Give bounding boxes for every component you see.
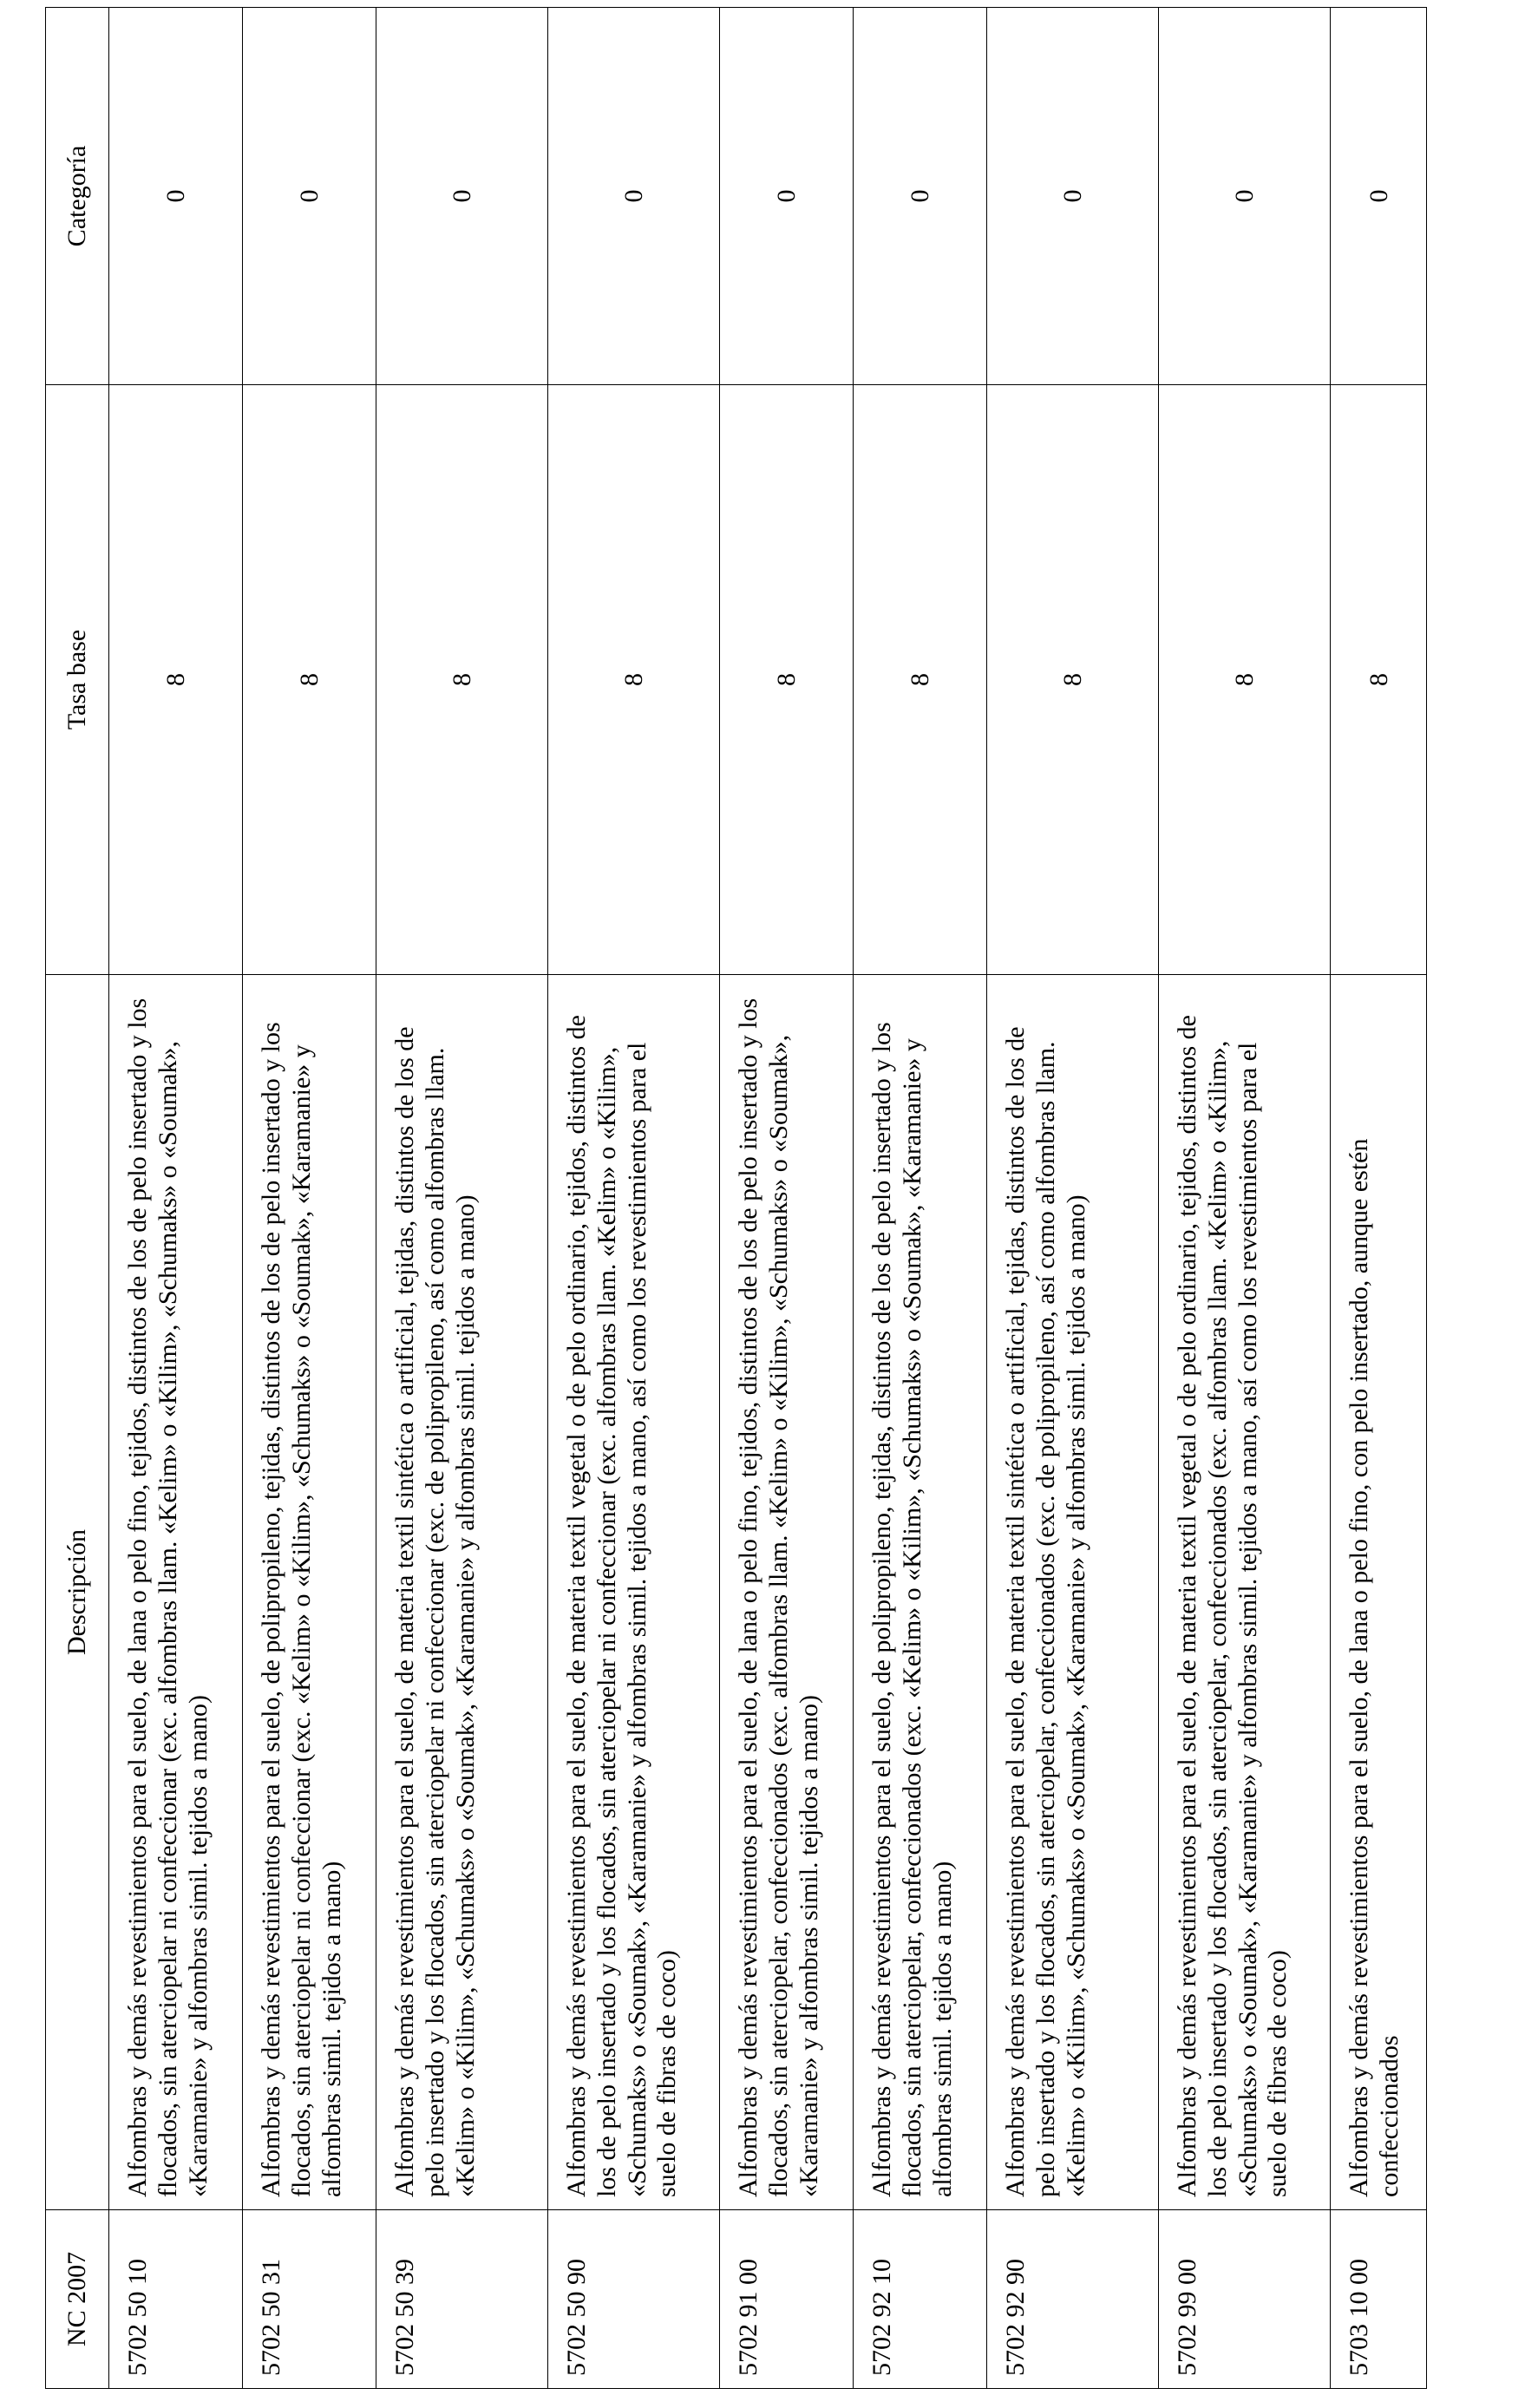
cell-description: Alfombras y demás revestimientos para el suelo, de polipropileno, tejidas, distintos de los de pelo insertado y los flocados, sin aterciopelar, confeccionados (exc. «Kelim» o «Kilim», «Schumaks» o «Soumak», «Karamanie» y alfombras simil. tejidos a mano) xyxy=(854,975,987,2210)
cell-code: 5702 92 10 xyxy=(854,2210,987,2389)
cell-description: Alfombras y demás revestimientos para el suelo, de lana o pelo fino, tejidos, distintos de los de pelo insertado y los flocados, sin aterciopelar ni confeccionar (exc. alfombras llam. «Kelim» o «Kilim», «Schumaks» o «Soumak», «Karamanie» y alfombras simil. tejidos a mano) xyxy=(109,975,243,2210)
cell-code: 5702 91 00 xyxy=(720,2210,854,2389)
table-row xyxy=(109,8,243,2389)
cell-code: 5702 50 39 xyxy=(376,2210,548,2389)
table-header xyxy=(46,8,109,2389)
cell-category: 0 xyxy=(854,8,987,385)
cell-base-rate: 8 xyxy=(987,385,1159,975)
cell-code: 5702 92 90 xyxy=(987,2210,1159,2389)
table-row xyxy=(720,8,854,2389)
header-category: Categoría xyxy=(46,8,109,385)
cell-base-rate: 8 xyxy=(854,385,987,975)
cell-base-rate: 8 xyxy=(1331,385,1427,975)
cell-description: Alfombras y demás revestimientos para el suelo, de polipropileno, tejidas, distintos de los de pelo insertado y los flocados, sin aterciopelar ni confeccionar (exc. «Kelim» o «Kilim», «Schumaks» o «Soumak», «Karamanie» y alfombras simil. tejidos a mano) xyxy=(243,975,376,2210)
table-row xyxy=(987,8,1159,2389)
table-body xyxy=(109,8,1427,2389)
table-row xyxy=(854,8,987,2389)
cell-base-rate: 8 xyxy=(720,385,854,975)
cell-description: Alfombras y demás revestimientos para el suelo, de materia textil sintética o artificial, tejidas, distintos de los de pelo insertado y los flocados, sin aterciopelar, confeccionados (exc. de polipropileno, así como alfombras llam. «Kelim» o «Kilim», «Schumaks» o «Soumak», «Karamanie» y alfombras simil. tejidos a mano) xyxy=(987,975,1159,2210)
table-row xyxy=(243,8,376,2389)
cell-code: 5702 99 00 xyxy=(1159,2210,1331,2389)
cell-category: 0 xyxy=(1159,8,1331,385)
cell-category: 0 xyxy=(720,8,854,385)
cell-description: Alfombras y demás revestimientos para el suelo, de lana o pelo fino, tejidos, distintos de los de pelo insertado y los flocados, sin aterciopelar, confeccionados (exc. alfombras llam. «Kelim» o «Kilim», «Schumaks» o «Soumak», «Karamanie» y alfombras simil. tejidos a mano) xyxy=(720,975,854,2210)
cell-description: Alfombras y demás revestimientos para el suelo, de materia textil sintética o artificial, tejidas, distintos de los de pelo insertado y los flocados, sin aterciopelar ni confeccionar (exc. de polipropileno, así como alfombras llam. «Kelim» o «Kilim», «Schumaks» o «Soumak», «Karamanie» y alfombras simil. tejidos a mano) xyxy=(376,975,548,2210)
cell-base-rate: 8 xyxy=(109,385,243,975)
cell-base-rate: 8 xyxy=(548,385,720,975)
cell-category: 0 xyxy=(376,8,548,385)
cell-code: 5703 10 00 xyxy=(1331,2210,1427,2389)
cell-description: Alfombras y demás revestimientos para el suelo, de materia textil vegetal o de pelo ordinario, tejidos, distintos de los de pelo insertado y los flocados, sin aterciopelar ni confeccionar (exc. alfombras llam. «Kelim» o «Kilim», «Schumaks» o «Soumak», «Karamanie» y alfombras simil. tejidos a mano, así como los revestimientos para el suelo de fibras de coco) xyxy=(548,975,720,2210)
cell-code: 5702 50 10 xyxy=(109,2210,243,2389)
cell-category: 0 xyxy=(987,8,1159,385)
header-code: NC 2007 xyxy=(46,2210,109,2389)
cell-category: 0 xyxy=(109,8,243,385)
table-row xyxy=(548,8,720,2389)
table-row xyxy=(376,8,548,2389)
cell-category: 0 xyxy=(548,8,720,385)
header-row xyxy=(46,8,109,2389)
table-row xyxy=(1331,8,1427,2389)
table-row xyxy=(1159,8,1331,2389)
cell-category: 0 xyxy=(243,8,376,385)
cell-code: 5702 50 31 xyxy=(243,2210,376,2389)
cell-base-rate: 8 xyxy=(1159,385,1331,975)
header-description: Descripción xyxy=(46,975,109,2210)
tariff-table xyxy=(45,7,1427,2389)
cell-base-rate: 8 xyxy=(376,385,548,975)
cell-description: Alfombras y demás revestimientos para el suelo, de lana o pelo fino, con pelo insertado, aunque estén confeccionados xyxy=(1331,975,1427,2210)
cell-description: Alfombras y demás revestimientos para el suelo, de materia textil vegetal o de pelo ordinario, tejidos, distintos de los de pelo insertado y los flocados, sin aterciopelar, confeccionados (exc. alfombras llam. «Kelim» o «Kilim», «Schumaks» o «Soumak», «Karamanie» y alfombras simil. tejidos a mano, así como los revestimientos para el suelo de fibras de coco) xyxy=(1159,975,1331,2210)
header-base-rate: Tasa base xyxy=(46,385,109,975)
cell-base-rate: 8 xyxy=(243,385,376,975)
cell-category: 0 xyxy=(1331,8,1427,385)
cell-code: 5702 50 90 xyxy=(548,2210,720,2389)
